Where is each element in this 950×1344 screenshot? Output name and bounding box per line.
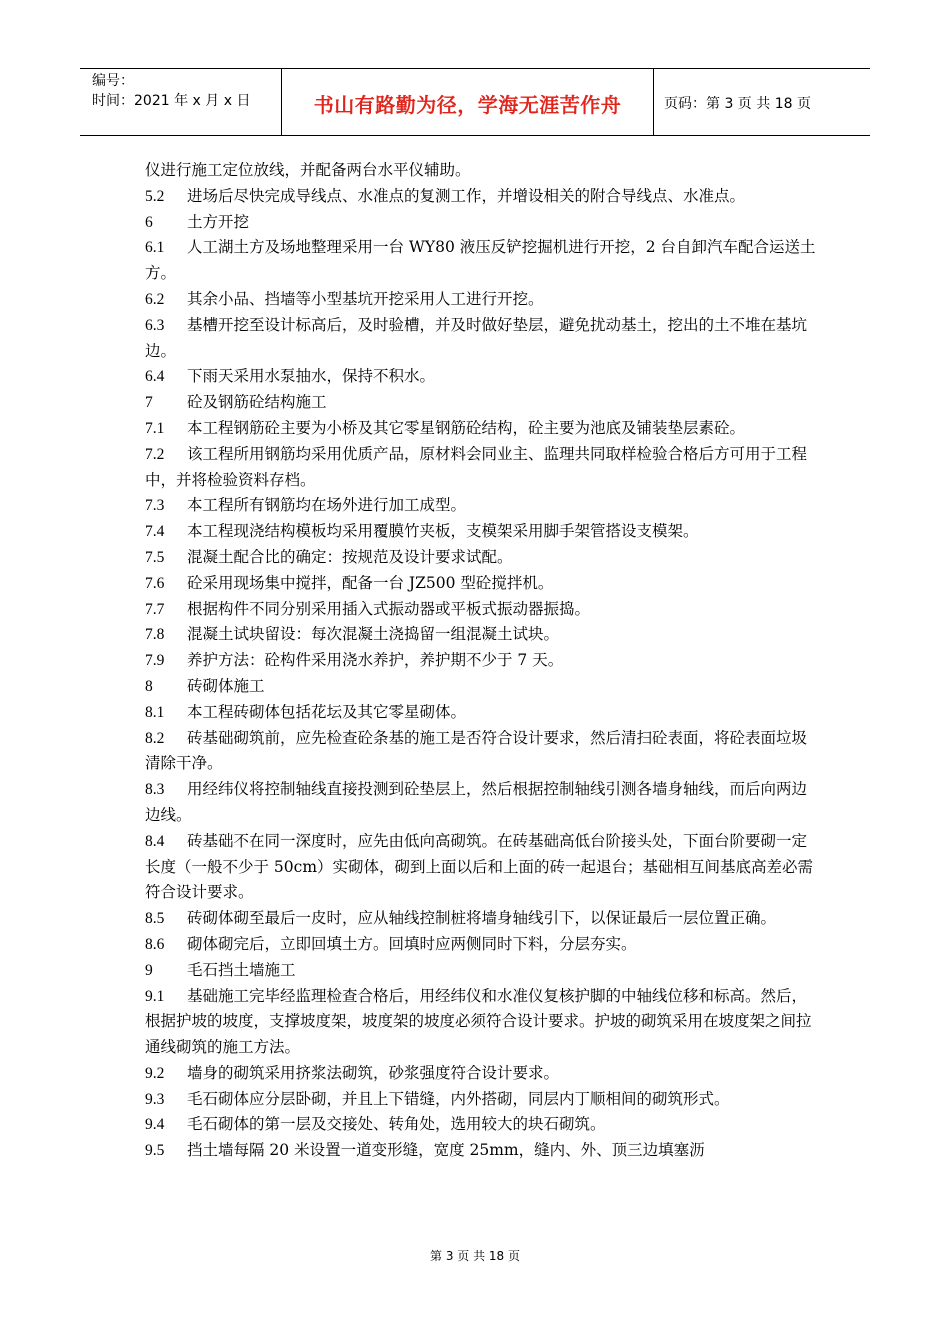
paragraph: [145, 777, 817, 829]
paragraph: [145, 906, 817, 932]
section-number: 7.3: [145, 497, 165, 515]
paragraph-text: 本工程现浇结构模板均采用覆膜竹夹板，支模架采用脚手架管搭设支模架。: [187, 522, 699, 541]
document-body: [145, 158, 817, 1164]
paragraph: [145, 984, 817, 1061]
section-number: 9.3: [145, 1090, 165, 1108]
paragraph: [145, 364, 817, 390]
paragraph: [145, 442, 817, 494]
paragraph-text: 砌体砌完后，立即回填土方。回填时应两侧同时下料，分层夯实。: [187, 934, 637, 953]
paragraph-text: 本工程所有钢筋均在场外进行加工成型。: [187, 496, 467, 515]
section-number: 6.1: [145, 239, 165, 257]
paragraph: [145, 158, 817, 184]
paragraph: [145, 726, 817, 778]
section-number: 9: [145, 961, 153, 979]
paragraph: [145, 700, 817, 726]
section-number: 5.2: [145, 187, 165, 205]
paragraph: [145, 1112, 817, 1138]
section-number: 8.1: [145, 703, 165, 721]
paragraph-text: 毛石砌体的第一层及交接处、转角处，选用较大的块石砌筑。: [187, 1115, 606, 1134]
section-number: 7.5: [145, 548, 165, 566]
paragraph-text: 进场后尽快完成导线点、水准点的复测工作，并增设相关的附合导线点、水准点。: [187, 186, 746, 205]
section-number: 7.6: [145, 574, 165, 592]
section-number: 8.2: [145, 729, 165, 747]
page-header: [80, 68, 870, 136]
paragraph-text: 用经纬仪将控制轴线直接投测到砼垫层上，然后根据控制轴线引测各墙身轴线，而后向两边边线。: [145, 780, 808, 824]
paragraph: [145, 622, 817, 648]
header-motto: 书山有路勤为径，学海无涯苦作舟: [282, 69, 654, 135]
paragraph: [145, 184, 817, 210]
paragraph-text: 土方开挖: [187, 212, 250, 231]
paragraph-text: 根据构件不同分别采用插入式振动器或平板式振动器振捣。: [187, 599, 591, 618]
section-number: 8.5: [145, 910, 165, 928]
section-number: 9.5: [145, 1142, 165, 1160]
paragraph: [145, 571, 817, 597]
section-number: 8.6: [145, 935, 165, 953]
paragraph-text: 混凝土配合比的确定：按规范及设计要求试配。: [187, 547, 513, 566]
paragraph: [145, 390, 817, 416]
section-number: 6: [145, 213, 153, 231]
section-number: 9.2: [145, 1064, 165, 1082]
paragraph-text: 本工程钢筋砼主要为小桥及其它零星钢筋砼结构，砼主要为池底及铺装垫层素砼。: [187, 418, 746, 437]
paragraph-text: 砖基础不在同一深度时，应先由低向高砌筑。在砖基础高低台阶接头处，下面台阶要砌一定长度（一般不少于 50cm）实砌体，砌到上面以后和上面的砖一起退台；基础相互间基底高差必需符合设计要求。: [145, 831, 814, 902]
paragraph: [145, 674, 817, 700]
section-number: 7.8: [145, 626, 165, 644]
paragraph-text: 砖基础砌筑前，应先检查砼条基的施工是否符合设计要求，然后清扫砼表面，将砼表面垃圾清除干净。: [145, 728, 808, 773]
paragraph-text: 其余小品、挡墙等小型基坑开挖采用人工进行开挖。: [187, 289, 544, 308]
section-number: 7.7: [145, 600, 165, 618]
header-meta: [80, 69, 282, 135]
paragraph-text: 墙身的砌筑采用挤浆法砌筑，砂浆强度符合设计要求。: [187, 1063, 560, 1082]
paragraph-text: 砼及钢筋砼结构施工: [187, 393, 327, 412]
paragraph: [145, 1061, 817, 1087]
section-number: 7.2: [145, 445, 165, 463]
paragraph: [145, 313, 817, 365]
header-page-number: 页码：第 3 页 共 18 页: [664, 96, 811, 112]
paragraph: [145, 493, 817, 519]
section-number: 7.1: [145, 419, 165, 437]
paragraph-text: 砖砌体施工: [187, 676, 265, 695]
page-footer: 第 3 页 共 18 页: [430, 1249, 520, 1263]
paragraph-text: 挡土墙每隔 20 米设置一道变形缝，宽度 25mm，缝内、外、顶三边填塞沥: [187, 1141, 705, 1160]
paragraph-text: 毛石挡土墙施工: [187, 960, 296, 979]
paragraph: [145, 545, 817, 571]
paragraph-text: 砖砌体砌至最后一皮时，应从轴线控制桩将墙身轴线引下，以保证最后一层位置正确。: [187, 909, 777, 928]
paragraph: [145, 648, 817, 674]
paragraph-text: 砼采用现场集中搅拌，配备一台 JZ500 型砼搅拌机。: [187, 573, 554, 592]
section-number: 8.3: [145, 781, 165, 799]
paragraph-text: 毛石砌体应分层卧砌，并且上下错缝，内外搭砌，同层内丁顺相间的砌筑形式。: [187, 1089, 730, 1108]
section-number: 9.1: [145, 987, 165, 1005]
serial-label: 编号：: [92, 73, 134, 89]
time-label: 时间：2021 年 x 月 x 日: [92, 93, 251, 109]
section-number: 9.4: [145, 1116, 165, 1134]
paragraph: [145, 235, 817, 287]
section-number: 7.4: [145, 523, 165, 541]
paragraph: [145, 416, 817, 442]
paragraph-text: 本工程砖砌体包括花坛及其它零星砌体。: [187, 702, 467, 721]
paragraph: [145, 210, 817, 236]
paragraph: [145, 1087, 817, 1113]
section-number: 8: [145, 677, 153, 695]
section-number: 7: [145, 394, 153, 412]
section-number: 7.9: [145, 652, 165, 670]
section-number: 6.3: [145, 316, 165, 334]
paragraph-text: 养护方法：砼构件采用浇水养护，养护期不少于 7 天。: [187, 651, 564, 670]
paragraph-text: 下雨天采用水泵抽水，保持不积水。: [187, 367, 436, 386]
paragraph: [145, 958, 817, 984]
section-number: 6.4: [145, 368, 165, 386]
paragraph-text: 仪进行施工定位放线，并配备两台水平仪辅助。: [145, 161, 471, 179]
paragraph: [145, 932, 817, 958]
paragraph-text: 人工湖土方及场地整理采用一台 WY80 液压反铲挖掘机进行开挖，2 台自卸汽车配合运送土方。: [145, 238, 816, 283]
section-number: 8.4: [145, 832, 165, 850]
paragraph-text: 基槽开挖至设计标高后，及时验槽，并及时做好垫层，避免扰动基土，挖出的土不堆在基坑边。: [145, 315, 808, 360]
paragraph-text: 混凝土试块留设：每次混凝土浇捣留一组混凝土试块。: [187, 625, 560, 644]
section-number: 6.2: [145, 290, 165, 308]
paragraph: [145, 519, 817, 545]
paragraph: [145, 287, 817, 313]
paragraph: [145, 1138, 817, 1164]
paragraph: [145, 597, 817, 623]
paragraph: [145, 829, 817, 906]
paragraph-text: 该工程所用钢筋均采用优质产品，原材料会同业主、监理共同取样检验合格后方可用于工程中，并将检验资料存档。: [145, 444, 808, 489]
paragraph-text: 基础施工完毕经监理检查合格后，用经纬仪和水准仪复核护脚的中轴线位移和标高。然后，根据护坡的坡度，支撑坡度架，坡度架的坡度必须符合设计要求。护坡的砌筑采用在坡度架之间拉通线砌筑的施工方法。: [145, 986, 812, 1057]
